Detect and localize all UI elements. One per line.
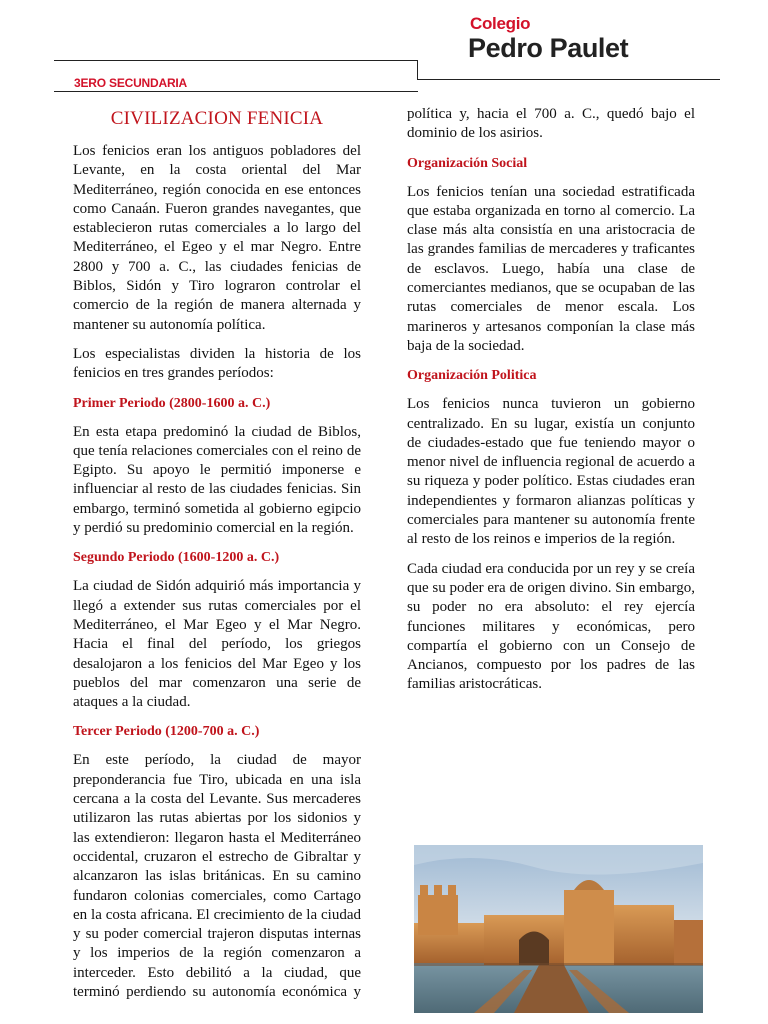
intro-paragraph-1: Los fenicios eran los antiguos pobladores del Levante, en la costa oriental del Mar Mediterráneo, región conocida en ese entonces como Canaán. Fueron grandes navegantes, que establecieron rutas comerciales a lo largo del Mediterráneo, el Egeo y el mar Negro. Entre 2800 y 700 a. C., las ciudades fenicias de Biblos, Sidón y Tiro lograron controlar el comercio de la región de manera alternada y mantener su autonomía política.	[73, 143, 361, 333]
logo-main-text: Pedro Paulet	[468, 33, 629, 63]
period3-paragraph: En este período, la ciudad de mayor preponderancia fue Tiro, ubicada en una isla cercana a la costa del Levante. Sus mercaderes utilizaron las rutas abiertas por los sidonios y las extendieron: llegaron hasta el Mediterráneo occidental, cruzaron el estrecho de Gibraltar y alcanzaron las islas británicas. En su camino fundaron colonias comerciales, como Cartago en la costa africana. El crecimiento de la ciudad y su poder comercial trajeron disputas internas y los imperios de la región comenzaron a interceder. Esto debilitó a la ciudad, que terminó perdiendo su autonomía económica y	[73, 752, 361, 1000]
right-column	[407, 105, 695, 705]
header-rule-divider	[417, 60, 418, 80]
political-paragraph-2: Cada ciudad era conducida por un rey y se creía que su poder era de origen divino. Sin embargo, su poder no era absoluto: el rey ejercía funciones militares y económicas, pero compartía el gobierno con un Consejo de Ancianos, compuesto por los padres de las familias aristocráticas.	[407, 560, 695, 693]
page-title: CIVILIZACION FENICIA	[110, 108, 324, 129]
political-heading: Organización Politica	[407, 368, 537, 384]
grade-rule	[54, 91, 418, 92]
period2-paragraph: La ciudad de Sidón adquirió más importancia y llegó a extender sus rutas comerciales por el Mediterráneo, el Mar Egeo y el Mar Negro. Hacia el final del período, los griegos desalojaron a los fenicios del Mar Egeo y los pueblos del mar comenzaron una serie de ataques a la ciudad.	[73, 578, 361, 711]
period1-heading: Primer Periodo (2800-1600 a. C.)	[73, 395, 271, 411]
period3-heading: Tercer Periodo (1200-700 a. C.)	[73, 724, 260, 740]
intro-paragraph-2: Los especialistas dividen la historia de los fenicios en tres grandes períodos:	[73, 345, 361, 382]
social-heading: Organización Social	[407, 155, 528, 171]
sidon-castle-photo	[414, 845, 703, 1013]
political-paragraph-1: Los fenicios nunca tuvieron un gobierno centralizado. En su lugar, existía un conjunto de ciudades-estado que fue teniendo mayor o menor nivel de influencia regional de acuerdo a su riqueza y poder político. Estas ciudades eran independientes y formaron alianzas políticas y comerciales para mantener su autonomía frente al resto de los reinos e imperios de la región.	[407, 396, 695, 548]
school-logo	[470, 14, 680, 66]
period1-paragraph: En esta etapa predominó la ciudad de Biblos, que tenía relaciones comerciales con el reino de Egipto. Su apoyo le permitió imponerse e influenciar al resto de las ciudades fenicias. Sin embargo, terminó sometida al gobierno egipcio y perdió su predominio comercial en la región.	[73, 423, 361, 537]
period2-heading: Segundo Periodo (1600-1200 a. C.)	[73, 550, 280, 566]
logo-top-text: Colegio	[470, 14, 531, 33]
left-column	[73, 108, 361, 1012]
social-paragraph: Los fenicios tenían una sociedad estratificada que estaba organizada en torno al comercio. La clase más alta consistía en una aristocracia de las grandes familias de mercaderes y traficantes de esclavos. Luego, había una clase de comerciantes medianos, que se ocupaban de las rutas comerciales de menor escala. Los marineros y artesanos componían la clase más baja de la sociedad.	[407, 183, 695, 354]
grade-label: 3ERO SECUNDARIA	[74, 76, 188, 90]
period3-paragraph-continued: política y, hacia el 700 a. C., quedó bajo el dominio de los asirios.	[407, 106, 695, 142]
header-rule-left	[54, 60, 418, 61]
header-rule-right	[418, 79, 720, 80]
